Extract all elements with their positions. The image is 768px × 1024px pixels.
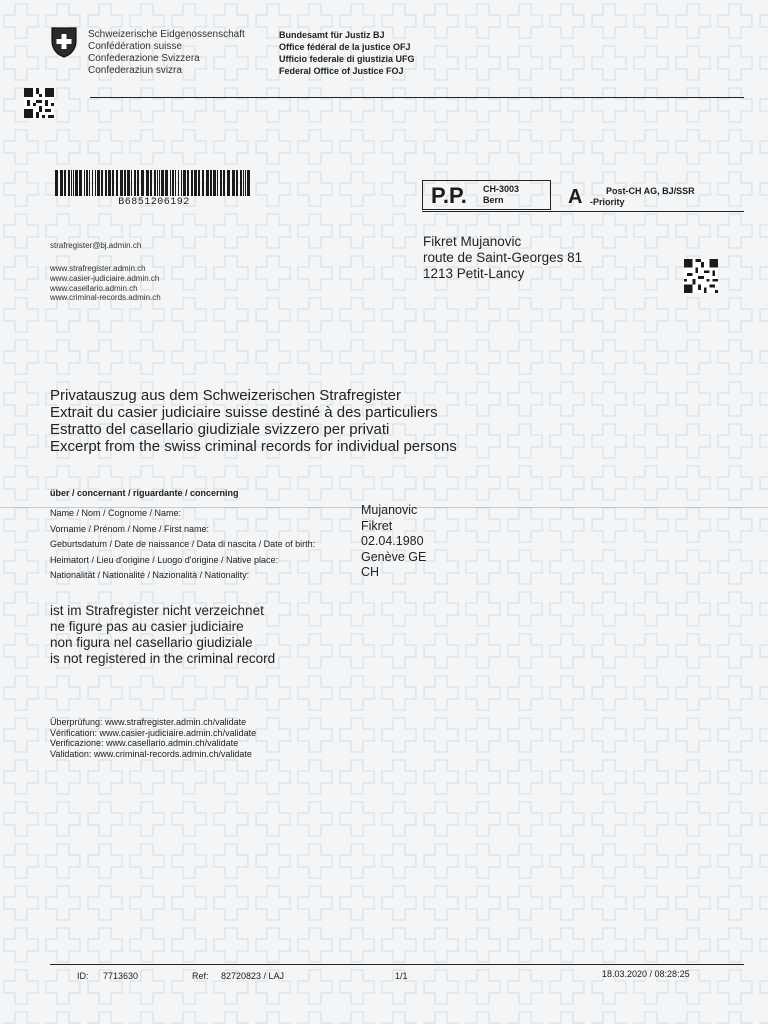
contact-email: strafregister@bj.admin.ch: [50, 241, 142, 250]
confederation-name: Confederazione Svizzera: [88, 53, 200, 64]
field-value-first-name: Fikret: [361, 518, 393, 533]
office-name: Federal Office of Justice FOJ: [279, 66, 404, 76]
office-names: [279, 29, 479, 77]
postage-pp: P.P.: [431, 183, 467, 208]
confederation-names: [88, 29, 268, 77]
statement-line: ne figure pas au casier judiciaire: [50, 619, 244, 634]
contact-website: www.criminal-records.admin.ch: [50, 293, 161, 303]
header-rule: [90, 97, 744, 98]
recipient-city: 1213 Petit-Lancy: [423, 266, 525, 281]
validation-link[interactable]: Verificazione: www.casellario.admin.ch/validate: [50, 738, 239, 748]
field-label-date-of-birth: Geburtsdatum / Date de naissance / Data di nascita / Date of birth:: [50, 539, 316, 550]
document-title: Privatauszug aus dem Schweizerischen Strafregister: [50, 387, 401, 404]
document-titles: [50, 387, 457, 455]
postage-postcode: CH-3003: [483, 184, 520, 194]
footer-ref-value: 82720823 / LAJ: [221, 971, 285, 981]
field-label-name: Name / Nom / Cognome / Name:: [50, 508, 182, 518]
field-label-first-name: Vorname / Prénom / Nome / First name:: [50, 523, 210, 534]
contact-website: www.strafregister.admin.ch: [50, 264, 146, 273]
field-value-date-of-birth: 02.04.1980: [361, 534, 424, 549]
recipient-street: route de Saint-Georges 81: [423, 250, 583, 265]
postage-carrier: Post-CH AG, BJ/SSR: [606, 186, 695, 196]
footer-id-value: 7713630: [103, 971, 139, 981]
confederation-name: Confédération suisse: [88, 41, 182, 52]
document-title: Estratto del casellario giudiziale svizzero per privati: [50, 421, 390, 438]
person-field-labels: [50, 506, 315, 584]
postage-priority: -Priority: [590, 197, 625, 207]
validation-link[interactable]: Vérification: www.casier-judiciaire.admin.ch/validate: [50, 727, 257, 738]
document-title: Extrait du casier judiciaire suisse destiné à des particuliers: [50, 404, 438, 421]
contact-websites: [50, 264, 161, 303]
field-label-native-place: Heimatort / Lieu d'origine / Luogo d'origine / Native place:: [50, 554, 279, 565]
postage-class-letter: A: [568, 186, 583, 208]
footer-rule: [50, 964, 744, 965]
contact-website: www.casier-judiciaire.admin.ch: [50, 273, 160, 283]
qr-code-icon: [24, 88, 54, 118]
footer-page-number: 1/1: [395, 971, 408, 981]
office-name: Bundesamt für Justiz BJ: [279, 30, 385, 40]
confederation-name: Schweizerische Eidgenossenschaft: [88, 29, 245, 40]
validation-link[interactable]: Validation: www.criminal-records.admin.ch/validate: [50, 748, 252, 759]
concerning-label: über / concernant / riguardante / concerning: [50, 488, 239, 498]
field-value-name: Mujanovic: [361, 503, 418, 517]
recipient-address: [423, 234, 582, 282]
field-value-native-place: Genève GE: [361, 549, 427, 564]
statement-line: is not registered in the criminal record: [50, 651, 276, 666]
swiss-coat-of-arms-icon: [50, 26, 78, 59]
barcode-number: B6851206192: [118, 197, 190, 208]
contact-website: www.casellario.admin.ch: [50, 283, 138, 293]
qr-code-icon: [684, 259, 718, 293]
postage-city: Bern: [483, 195, 504, 205]
document-title: Excerpt from the swiss criminal records for individual persons: [50, 438, 457, 455]
postage-box: [422, 180, 551, 210]
statement-line: non figura nel casellario giudiziale: [50, 635, 253, 650]
footer-ref-label: Ref:: [192, 971, 209, 981]
validation-link[interactable]: Überprüfung: www.strafregister.admin.ch/validate: [50, 717, 247, 727]
footer-id-label: ID:: [77, 971, 89, 981]
office-name: Ufficio federale di giustizia UFG: [279, 54, 415, 64]
field-value-nationality: CH: [361, 565, 380, 580]
record-statement: [50, 603, 275, 667]
recipient-name: Fikret Mujanovic: [423, 234, 522, 249]
statement-line: ist im Strafregister nicht verzeichnet: [50, 603, 264, 618]
confederation-name: Confederaziun svizra: [88, 65, 182, 76]
validation-links: [50, 717, 256, 759]
postage-rule: [422, 211, 744, 212]
office-name: Office fédéral de la justice OFJ: [279, 42, 411, 52]
field-label-nationality: Nationalität / Nationalité / Nazionalità / Nationality:: [50, 570, 250, 581]
barcode: [54, 170, 254, 196]
person-field-values: [361, 503, 426, 581]
footer-timestamp: 18.03.2020 / 08:28:25: [602, 969, 690, 979]
